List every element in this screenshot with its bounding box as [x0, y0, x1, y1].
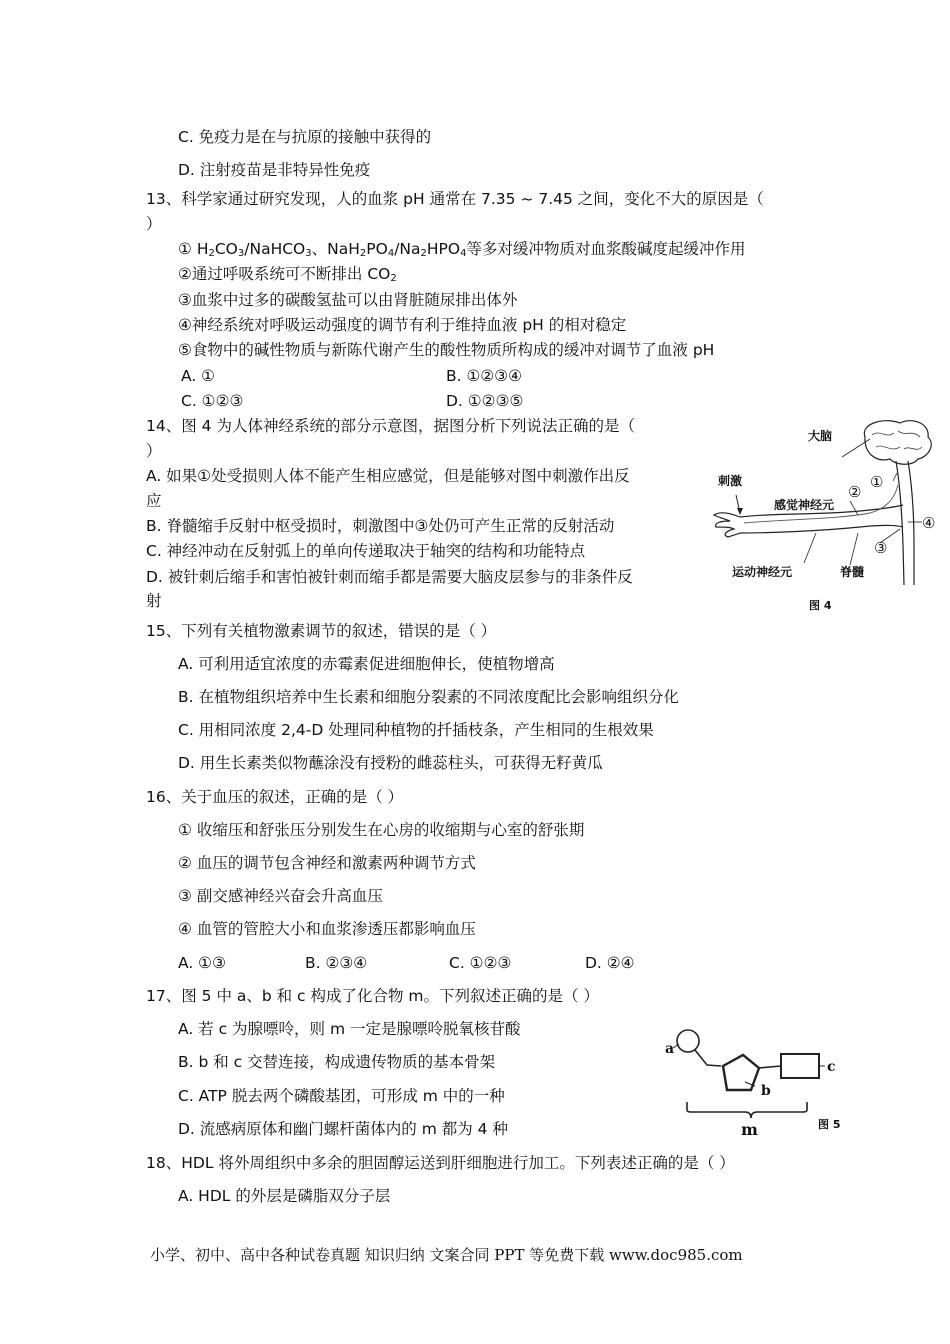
option-15a: A. 可利用适宜浓度的赤霉素促进细胞伸长，使植物增高 — [178, 655, 555, 673]
option-13d: D. ①②③⑤ — [446, 392, 524, 410]
option-16a: A. ①③ — [178, 954, 226, 972]
label-1: ① — [870, 473, 884, 491]
question-16-stem: 16、关于血压的叙述，正确的是（ ） — [146, 788, 404, 806]
item-16-4: ④ 血管的管腔大小和血浆渗透压都影响血压 — [178, 920, 476, 938]
option-15b: B. 在植物组织培养中生长素和细胞分裂素的不同浓度配比会影响组织分化 — [178, 688, 679, 706]
question-13-paren: ） — [146, 215, 162, 233]
option-17b: B. b 和 c 交替连接，构成遗传物质的基本骨架 — [178, 1053, 496, 1071]
question-18-stem: 18、HDL 将外周组织中多余的胆固醇运送到肝细胞进行加工。下列表述正确的是（ ） — [146, 1154, 735, 1172]
option-15d: D. 用生长素类似物蘸涂没有授粉的雌蕊柱头，可获得无籽黄瓜 — [178, 754, 603, 772]
option-14c: C. 神经冲动在反射弧上的单向传递取决于轴突的结构和功能特点 — [146, 542, 586, 560]
item-16-3: ③ 副交感神经兴奋会升高血压 — [178, 887, 383, 905]
option-18a: A. HDL 的外层是磷脂双分子层 — [178, 1187, 391, 1205]
option-17d: D. 流感病原体和幽门螺杆菌体内的 m 都为 4 种 — [178, 1120, 508, 1138]
option-16d: D. ②④ — [585, 954, 635, 972]
pentose-ring — [723, 1055, 759, 1090]
label-spinal-cord: 脊髓 — [840, 565, 865, 579]
label-c: c — [827, 1059, 836, 1075]
statement-4: ④神经系统对呼吸运动强度的调节有利于维持血液 pH 的相对稳定 — [178, 316, 627, 334]
option-16b: B. ②③④ — [305, 954, 368, 972]
base-rectangle — [781, 1054, 819, 1078]
question-13-stem: 13、科学家通过研究发现，人的血浆 pH 通常在 7.35 ~ 7.45 之间，变化不大的原因是（ — [146, 190, 764, 208]
nervous-system-diagram — [700, 415, 945, 615]
label-stimulus: 刺激 — [718, 474, 743, 488]
question-14-stem: 14、图 4 为人体神经系统的部分示意图，据图分析下列说法正确的是（ — [146, 417, 635, 435]
question-17-stem: 17、图 5 中 a、b 和 c 构成了化合物 m。下列叙述正确的是（ ） — [146, 987, 599, 1005]
label-a: a — [665, 1041, 675, 1057]
label-motor-neuron: 运动神经元 — [732, 565, 793, 579]
option-13b: B. ①②③④ — [446, 367, 523, 385]
option-14b: B. 脊髓缩手反射中枢受损时，刺激图中③处仍可产生正常的反射活动 — [146, 517, 615, 535]
statement-2: ②通过呼吸系统可不断排出 $CO_2$ — [178, 265, 397, 284]
page-footer: 小学、初中、高中各种试卷真题 知识归纳 文案合同 PPT 等免费下载 www.doc985.com — [150, 1246, 743, 1264]
option-13c-prev: C. 免疫力是在与抗原的接触中获得的 — [178, 128, 432, 146]
label-sensory-neuron: 感觉神经元 — [774, 498, 835, 512]
statement-3: ③血浆中过多的碳酸氢盐可以由肾脏随尿排出体外 — [178, 291, 518, 309]
phosphate-circle — [677, 1030, 699, 1052]
brain-outline — [864, 421, 931, 465]
option-14a-cont: 应 — [146, 492, 162, 510]
label-m: m — [741, 1120, 758, 1139]
option-14a: A. 如果①处受损则人体不能产生相应感觉，但是能够对图中刺激作出反 — [146, 467, 630, 485]
option-d-prev: D. 注射疫苗是非特异性免疫 — [178, 161, 371, 179]
label-2: ② — [848, 483, 862, 501]
item-16-2: ② 血压的调节包含神经和激素两种调节方式 — [178, 854, 476, 872]
question-15-stem: 15、下列有关植物激素调节的叙述，错误的是（ ） — [146, 622, 497, 640]
label-brain: 大脑 — [808, 429, 833, 443]
option-17a: A. 若 c 为腺嘌呤，则 m 一定是腺嘌呤脱氧核苷酸 — [178, 1020, 521, 1038]
option-16c: C. ①②③ — [449, 954, 512, 972]
option-14d: D. 被针刺后缩手和害怕被针刺而缩手都是需要大脑皮层参与的非条件反 — [146, 568, 633, 586]
option-14d-cont: 射 — [146, 592, 162, 610]
option-15c: C. 用相同浓度 2,4-D 处理同种植物的扦插枝条，产生相同的生根效果 — [178, 721, 654, 739]
label-3: ③ — [874, 539, 888, 557]
statement-5: ⑤食物中的碱性物质与新陈代谢产生的酸性物质所构成的缓冲对调节了血液 pH — [178, 341, 715, 359]
question-14-paren: ） — [146, 442, 162, 460]
option-13c: C. ①②③ — [181, 392, 244, 410]
label-4: ④ — [922, 514, 936, 532]
option-13a: A. ① — [181, 367, 216, 385]
option-17c: C. ATP 脱去两个磷酸基团，可形成 m 中的一种 — [178, 1087, 505, 1105]
statement-1: ① $H_2CO_3/NaHCO_3$、$NaH_2PO_4/Na_2HPO_4$等多对缓冲物质对血浆酸碱度起缓冲作用 — [178, 240, 746, 259]
figure-5-caption: 图 5 — [818, 1118, 841, 1131]
label-b: b — [761, 1083, 771, 1099]
figure-4 — [700, 415, 945, 615]
item-16-1: ① 收缩压和舒张压分别发生在心房的收缩期与心室的舒张期 — [178, 821, 585, 839]
figure-4-caption: 图 4 — [809, 599, 832, 612]
